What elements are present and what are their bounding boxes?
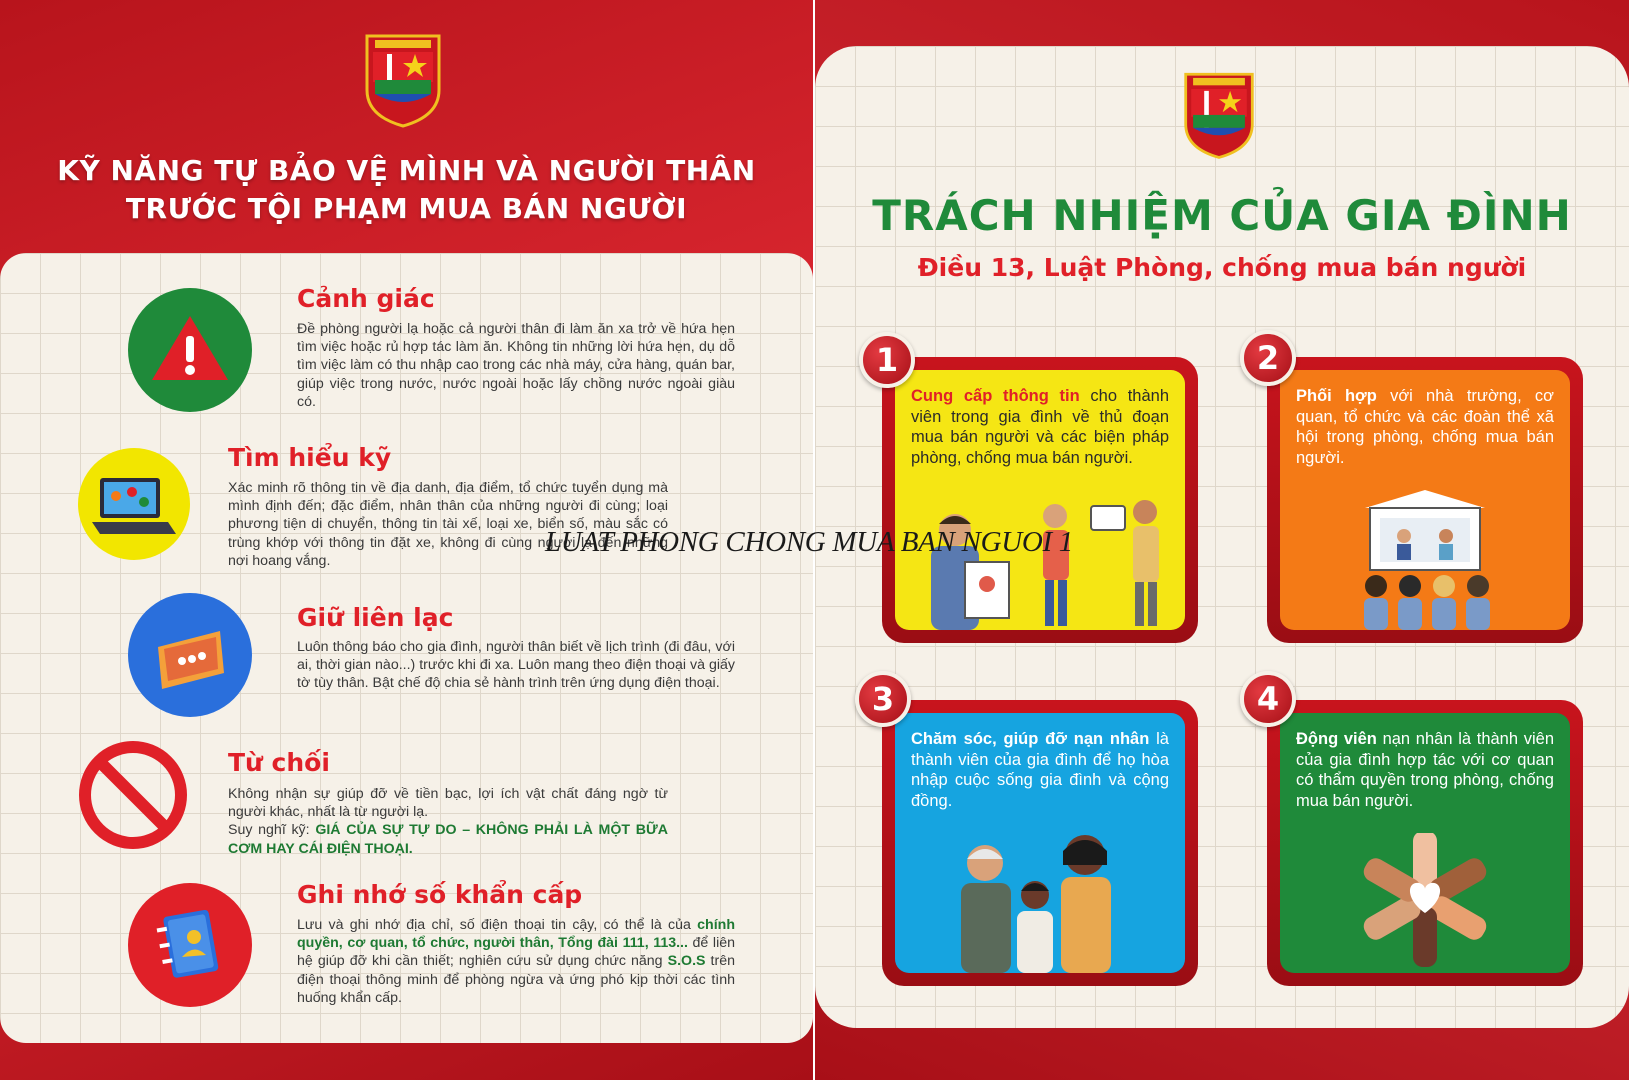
box-3-number-badge: 3 <box>855 671 911 727</box>
family-discussion-illustration <box>895 490 1185 630</box>
box-2-body: với nhà trường, cơ quan, tổ chức và các đoàn thể xã hội trong phòng, chống mua bán người. <box>1296 387 1554 467</box>
family-support-illustration <box>895 833 1185 973</box>
box-4-content <box>1280 713 1570 973</box>
section-heading-tim-hieu-ky: Tìm hiểu kỹ <box>228 443 392 472</box>
section-body-giu-lien-lac: Luôn thông báo cho gia đình, người thân biết về lịch trình (đi đâu, với ai, thời gian nào...) trước khi đi xa. Luôn mang theo điện thoại và giấy tờ tùy thân. Bật chế độ chia sẻ hành trình trên ứng dụng điện thoại. <box>297 639 735 692</box>
left-title-line-1: KỸ NĂNG TỰ BẢO VỆ MÌNH VÀ NGƯỜI THÂN <box>57 154 756 187</box>
left-title-line-2: TRƯỚC TỘI PHẠM MUA BÁN NGƯỜI <box>125 192 688 225</box>
responsibility-box-1 <box>882 357 1198 643</box>
box-1-number-badge: 1 <box>859 332 915 388</box>
section-body-ghi-nho-so-khan-cap <box>297 916 735 1007</box>
box-2-number-badge: 2 <box>1240 330 1296 386</box>
police-emblem-icon <box>363 30 443 128</box>
left-title <box>20 152 793 228</box>
responsibility-box-2 <box>1267 357 1583 643</box>
responsibility-box-3 <box>882 700 1198 986</box>
box-3-content <box>895 713 1185 973</box>
prohibited-icon <box>76 738 190 852</box>
section-body-tim-hieu-ky: Xác minh rõ thông tin về địa danh, địa điểm, tổ chức tuyển dụng mà mình định đến; đặc điểm, nhân thân của những người đi cùng; loại phương tiện di chuyển, thông tin tài xế, loại xe, biển số, màu sắc có trùng khớp với thông tin đặt xe, không đi cùng người lạ đến những nơi hoang vắng. <box>228 480 668 569</box>
box-1-text <box>911 386 1169 468</box>
box-3-emphasis: Chăm sóc, giúp đỡ nạn nhân <box>911 730 1150 748</box>
tu-choi-emphasis: GIÁ CỦA SỰ TỰ DO – KHÔNG PHẢI LÀ MỘT BỮA CƠM HAY CÁI ĐIỆN THOẠI. <box>228 822 669 857</box>
section-body-tu-choi <box>228 785 668 858</box>
left-content-card <box>0 253 813 1043</box>
contact-book-icon <box>128 883 252 1007</box>
box-1-body: cho thành viên trong gia đình về thủ đoạn mua bán người và các biện pháp phòng, chống mua bán người. <box>911 387 1169 467</box>
watermark-text: LUAT PHONG CHONG MUA BAN NGUOI 1 <box>545 526 1074 558</box>
box-3-text <box>911 729 1169 811</box>
school-meeting-illustration <box>1280 490 1570 630</box>
box-1-emphasis: Cung cấp thông tin <box>911 387 1080 405</box>
section-heading-giu-lien-lac: Giữ liên lạc <box>297 603 454 632</box>
box-1-content <box>895 370 1185 630</box>
box-4-text <box>1296 729 1554 811</box>
section-heading-canh-giac: Cảnh giác <box>297 284 435 313</box>
warning-icon <box>128 288 252 412</box>
helping-hands-illustration <box>1280 833 1570 973</box>
right-subtitle: Điều 13, Luật Phòng, chống mua bán người <box>917 253 1527 282</box>
khan-cap-emph-b: chính quyền, cơ quan, tổ chức, người thân, Tổng đài 111, 113... <box>297 917 735 952</box>
laptop-icon <box>78 448 190 560</box>
box-4-emphasis: Động viên <box>1296 730 1377 748</box>
box-4-number-badge: 4 <box>1240 671 1296 727</box>
right-title: TRÁCH NHIỆM CỦA GIA ĐÌNH <box>872 191 1572 240</box>
section-heading-ghi-nho-so-khan-cap: Ghi nhớ số khẩn cấp <box>297 880 583 909</box>
box-4-body: nạn nhân là thành viên của gia đình hợp tác với cơ quan có thẩm quyền trong phòng, chống mua bán người. <box>1296 730 1554 810</box>
box-2-emphasis: Phối hợp <box>1296 387 1377 405</box>
tu-choi-text: Không nhận sự giúp đỡ về tiền bạc, lợi ích vật chất đáng ngờ từ người khác, nhất là từ người lạ. <box>228 786 668 821</box>
box-2-text <box>1296 386 1554 468</box>
khan-cap-text-e: trên điện thoại thông minh để phòng ngừa và ứng phó kịp thời các tình huống khẩn cấp. <box>297 953 736 1006</box>
section-heading-tu-choi: Từ chối <box>228 748 330 777</box>
box-2-content <box>1280 370 1570 630</box>
khan-cap-emph-d: S.O.S <box>667 953 706 970</box>
khan-cap-text-a: Lưu và ghi nhớ địa chỉ, số điện thoại tin cậy, có thể là của <box>297 917 698 933</box>
police-emblem-icon <box>1182 68 1256 160</box>
box-3-body: là thành viên của gia đình để họ hòa nhập cuộc sống gia đình và cộng đồng. <box>911 730 1169 810</box>
tu-choi-prefix: Suy nghĩ kỹ: <box>228 822 316 839</box>
khan-cap-text-c: để liên hệ giúp đỡ khi cần thiết; nghiên cứu sử dụng chức năng <box>297 935 736 970</box>
chat-icon <box>128 593 252 717</box>
responsibility-box-4 <box>1267 700 1583 986</box>
right-bottom-band <box>815 1028 1629 1080</box>
section-body-canh-giac: Đề phòng người lạ hoặc cả người thân đi làm ăn xa trở về hứa hẹn tìm việc hoặc rủ hợp tác làm ăn. Không tin những lời hứa hẹn, dụ dỗ tìm việc làm có thu nhập cao trong các nhà máy, cửa hàng, quán bar, giúp việc trong nước, nước ngoài hoặc lấy chồng nước ngoài giàu có. <box>297 321 735 410</box>
